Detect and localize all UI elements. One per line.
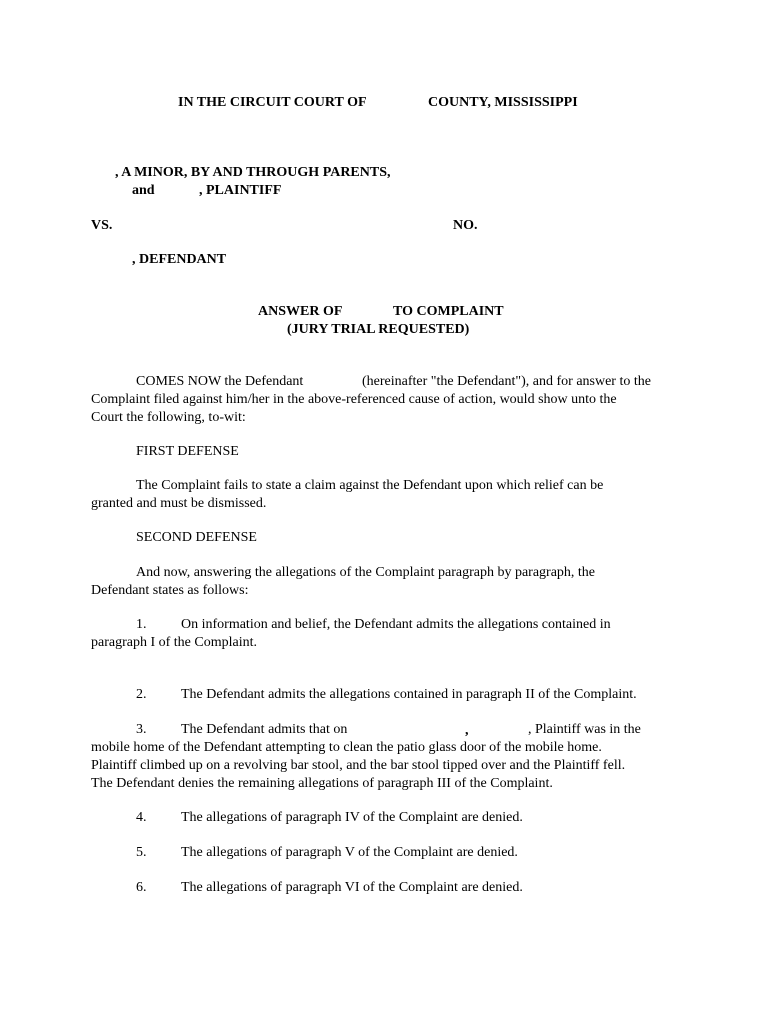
paragraph-2-text: The Defendant admits the allegations contained in paragraph II of the Complaint. [181, 687, 637, 702]
paragraph-3-date-comma: , [465, 723, 469, 738]
first-defense-heading: FIRST DEFENSE [136, 444, 239, 459]
paragraph-3-number: 3. [136, 722, 147, 737]
paragraph-6-text: The allegations of paragraph VI of the Complaint are denied. [181, 880, 523, 895]
case-number-label: NO. [453, 218, 478, 233]
paragraph-3-line-3: Plaintiff climbed up on a revolving bar stool, and the bar stool tipped over and the Plaintiff fell. [91, 758, 626, 773]
second-defense-line-2: Defendant states as follows: [91, 583, 249, 598]
court-name-left: IN THE CIRCUIT COURT OF [178, 95, 367, 110]
paragraph-1-number: 1. [136, 617, 147, 632]
paragraph-4-number: 4. [136, 810, 147, 825]
paragraph-5-text: The allegations of paragraph V of the Complaint are denied. [181, 845, 518, 860]
second-defense-heading: SECOND DEFENSE [136, 530, 257, 545]
paragraph-4-text: The allegations of paragraph IV of the Complaint are denied. [181, 810, 523, 825]
title-jury-trial: (JURY TRIAL REQUESTED) [287, 322, 470, 337]
plaintiff-and: and [132, 183, 155, 198]
first-defense-line-2: granted and must be dismissed. [91, 496, 267, 511]
plaintiff-label: , PLAINTIFF [199, 183, 282, 198]
title-answer-of: ANSWER OF [258, 304, 343, 319]
intro-line-2: Complaint filed against him/her in the above-referenced cause of action, would show unto the [91, 392, 617, 407]
defendant-label: , DEFENDANT [132, 252, 227, 267]
paragraph-1-line-2: paragraph I of the Complaint. [91, 635, 258, 650]
plaintiff-line: , A MINOR, BY AND THROUGH PARENTS, [115, 165, 391, 180]
paragraph-3-line-1b: , Plaintiff was in the [528, 722, 641, 737]
first-defense-line-1: The Complaint fails to state a claim against the Defendant upon which relief can be [136, 478, 604, 493]
intro-line-1b: (hereinafter "the Defendant"), and for answer to the [362, 374, 651, 389]
paragraph-3-line-1a: The Defendant admits that on [181, 722, 348, 737]
paragraph-1-line-1: On information and belief, the Defendant admits the allegations contained in [181, 617, 611, 632]
paragraph-3-line-4: The Defendant denies the remaining allegations of paragraph III of the Complaint. [91, 776, 553, 791]
court-name-right: COUNTY, MISSISSIPPI [428, 95, 578, 110]
paragraph-3-line-2: mobile home of the Defendant attempting to clean the patio glass door of the mobile home. [91, 740, 602, 755]
paragraph-6-number: 6. [136, 880, 147, 895]
paragraph-2-number: 2. [136, 687, 147, 702]
title-to-complaint: TO COMPLAINT [393, 304, 504, 319]
intro-line-3: Court the following, to-wit: [91, 410, 246, 425]
second-defense-line-1: And now, answering the allegations of the Complaint paragraph by paragraph, the [136, 565, 596, 580]
paragraph-5-number: 5. [136, 845, 147, 860]
intro-line-1a: COMES NOW the Defendant [136, 374, 304, 389]
versus-label: VS. [91, 218, 113, 233]
